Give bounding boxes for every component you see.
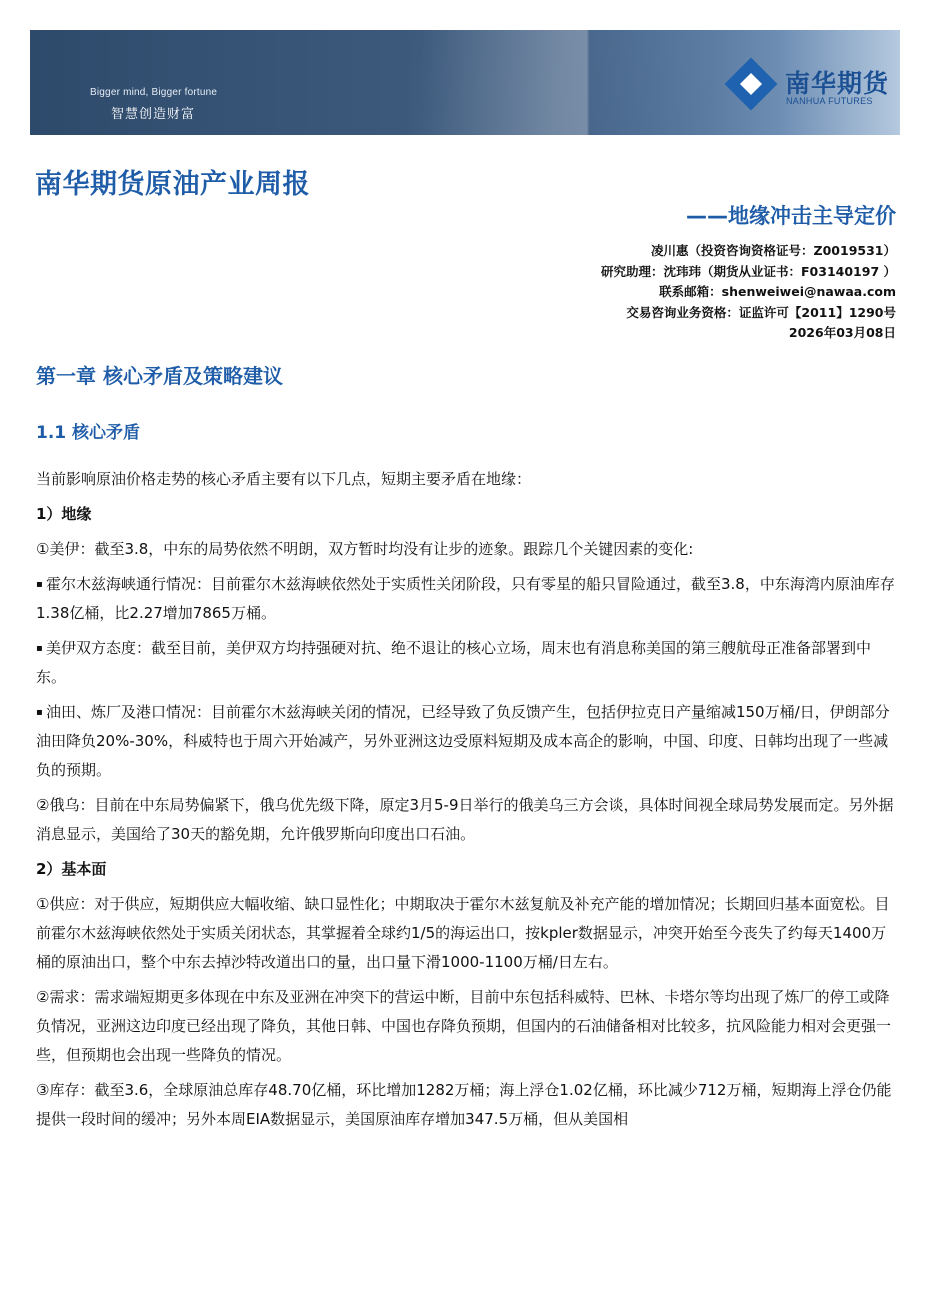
chapter-heading: 第一章 核心矛盾及策略建议 <box>36 364 283 388</box>
section-heading: 1.1 核心矛盾 <box>36 423 141 443</box>
slogan-english: Bigger mind, Bigger fortune <box>90 87 218 98</box>
body-content <box>36 465 898 1140</box>
subheading-fundamentals: 2）基本面 <box>36 860 107 878</box>
paragraph: ①供应：对于供应，短期供应大幅收缩、缺口显性化；中期取决于霍尔木兹复航及补充产能的增加情况；长期回归基本面宽松。目前霍尔木兹海峡依然处于实质关闭状态，其掌握着全球约1/5的海运出口，按kpler数据显示，冲突开始至今丧失了约每天1400万桶的原油出口，整个中东去掉沙特改道出口的量，出口量下滑1000-1100万桶/日左右。 <box>36 895 890 971</box>
subheading-geopolitics: 1）地缘 <box>36 505 92 523</box>
bullet-item: ▪ 油田、炼厂及港口情况：目前霍尔木兹海峡关闭的情况，已经导致了负反馈产生，包括伊拉克日产量缩减150万桶/日，伊朗部分油田降负20%-30%，科威特也于周六开始减产，另外亚洲这边受原料短期及成本高企的影响，中国、印度、日韩均出现了一些减负的预期。 <box>36 698 898 785</box>
nanhua-logo-icon <box>725 58 778 111</box>
banner-decoration <box>410 30 710 135</box>
meta-date: 2026年03月08日 <box>788 325 896 340</box>
bullet-item: ▪ 霍尔木兹海峡通行情况：目前霍尔木兹海峡依然处于实质性关闭阶段，只有零星的船只冒险通过，截至3.8，中东海湾内原油库存1.38亿桶，比2.27增加7865万桶。 <box>36 570 898 628</box>
paragraph: ②俄乌：目前在中东局势偏紧下，俄乌优先级下降，原定3月5-9日举行的俄美乌三方会谈，具体时间视全球局势发展而定。另外据消息显示，美国给了30天的豁免期，允许俄罗斯向印度出口石油。 <box>36 796 894 843</box>
paragraph: ①美伊：截至3.8，中东的局势依然不明朗，双方暂时均没有让步的迹象。跟踪几个关键因素的变化: <box>36 540 694 558</box>
bullet-item: ▪ 美伊双方态度：截至目前，美伊双方均持强硬对抗、绝不退让的核心立场，周末也有消息称美国的第三艘航母正准备部署到中东。 <box>36 634 898 692</box>
paragraph: 当前影响原油价格走势的核心矛盾主要有以下几点，短期主要矛盾在地缘： <box>36 470 532 488</box>
meta-license: 交易咨询业务资格：证监许可【2011】1290号 <box>626 304 896 320</box>
meta-assistant: 研究助理：沈玮玮（期货从业证书：F03140197 ） <box>601 263 896 279</box>
meta-analyst: 凌川惠（投资咨询资格证号：Z0019531） <box>651 243 896 258</box>
header-banner <box>30 30 900 135</box>
report-subtitle: ——地缘冲击主导定价 <box>686 204 896 228</box>
paragraph: ②需求：需求端短期更多体现在中东及亚洲在冲突下的营运中断，目前中东包括科威特、巴林、卡塔尔等均出现了炼厂的停工或降负情况，亚洲这边印度已经出现了降负，其他日韩、中国也存降负预期，但国内的石油储备相对比较多，抗风险能力相对会更强一些，但预期也会出现一些降负的情况。 <box>36 988 892 1064</box>
author-info <box>601 241 896 344</box>
brand-name-english: NANHUA FUTURES <box>786 96 873 106</box>
paragraph: ③库存：截至3.6，全球原油总库存48.70亿桶，环比增加1282万桶；海上浮仓1.02亿桶，环比减少712万桶，短期海上浮仓仍能提供一段时间的缓冲；另外本周EIA数据显示，美国原油库存增加347.5万桶，但从美国相 <box>36 1081 892 1128</box>
meta-email: 联系邮箱：shenweiwei@nawaa.com <box>659 284 896 299</box>
report-title: 南华期货原油产业周报 <box>35 169 310 200</box>
brand-name-chinese: 南华期货 <box>785 69 890 98</box>
slogan-chinese: 智慧创造财富 <box>111 107 196 122</box>
